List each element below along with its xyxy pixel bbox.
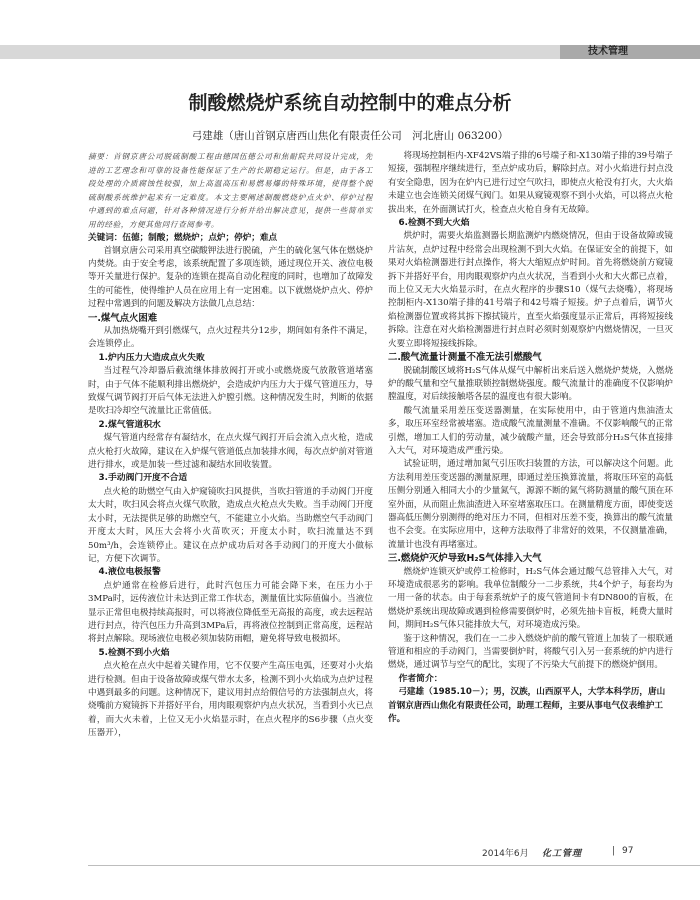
paragraph: 从加热烧嘴开到引燃煤气，点火过程共分12步，期间如有条件不满足，会连锁停止。: [88, 326, 373, 350]
paragraph: 将现场控制柜内-XF42VS端子排的6号端子和-X130端子排的39号端子短接，强制程序继续进行，至点炉成功后，解除封点。对小火焰进行封点没有安全隐患，因为在炉内已进行过空气吹扫，即使点火枪没有打火，大火焰未建立也会连锁关闭煤气阀门。如果从窥镜观察不到小火焰，可以将点火枪拔出来，在外面测试打火，检查点火枪自身有无故障。: [388, 151, 673, 215]
paragraph: 脱硫制酸区域将H₂S气体从煤气中解析出来后送入燃烧炉焚烧，入燃烧炉的酸气量和空气量推联锁控制燃烧强度。酸气流量计的准确度不仅影响炉膛温度，对后续接触塔各层的温度也有很大影响。: [388, 365, 673, 403]
page-number: 97: [622, 846, 634, 856]
keywords-text: 关键词：伍德；制酸；燃烧炉；点炉；停炉；难点: [88, 232, 278, 243]
paragraph: 煤气管道内经常存有凝结水，在点火煤气阀打开后会流入点火枪，造成点火枪打火故障，建议在入炉煤气管道低点加装排水阀，每次点炉前对管道进行排水，或是加装一些过滤和凝结水回收装置。: [88, 433, 373, 471]
author-line: 弓建雄（唐山首钢京唐西山焦化有限责任公司 河北唐山 063200）: [191, 130, 509, 142]
author-bio: 弓建雄（1985.10－）；男，汉族，山西原平人，大学本科学历，唐山首钢京唐西山焦化有限责任公司，助理工程师，主要从事电气仪表维护工作。: [388, 687, 666, 725]
subsection-heading: 1.炉内压力大造成点火失败: [98, 352, 205, 363]
paragraph: 点火枪在点火中起着关键作用，它不仅要产生高压电弧，还要对小火焰进行检测。但由于设备故障或煤气带水太多，检测不到小火焰成为点炉过程中遇到最多的问题。这种情况下，建议用封点给假信号的方法强制点火，将烧嘴前方窥镜拆下并搭好平台，用肉眼观察炉内点火状况，当看到小火已点着，而大火未着，上位又无小火焰显示时，在点火程序的S6步骤（点火变压器开），: [88, 661, 373, 739]
paragraph: 首钢京唐公司采用真空碳酸钾法进行脱硫，产生的硫化氢气体在燃烧炉内焚烧。由于安全考虑，该系统配置了多项连锁，通过现位开关、液位电极等开关量进行保护。复杂的连锁在提高自动化程度的同时，也增加了故障发生的可能性，使得维护人员在应用上有一定困难。以下就燃烧炉点火、停炉过程中常遇到的问题及解决方法做几点总结：: [88, 245, 373, 310]
right-body: [388, 150, 673, 726]
subsection-heading: 4.液位电极报警: [98, 567, 161, 578]
subsection-heading: 作者简介：: [398, 673, 443, 684]
left-body: [88, 245, 373, 741]
section-tag: 技术管理: [560, 45, 700, 59]
right-column: [388, 150, 673, 850]
paragraph: 点炉通常在检修后进行，此时汽包压力可能会降下来，在压力小于3MPa时，远传液位计未达到正常工作状态，测量值比实际值偏小。当液位显示正常但电极持续高报时，可以将液位降低至无高报的高度，或去远程站进行封点，待汽包压力升高到3MPa后，再将液位控制到正常高度，远程站将封点解除。现场液位电极必须加装防雨帽，避免将导致电极损坏。: [88, 580, 373, 645]
section-heading: 三.燃烧炉灭炉导致H₂S气体排入大气: [388, 553, 542, 565]
left-column: [88, 150, 373, 850]
subsection-heading: 6.检测不到大火焰: [398, 218, 470, 229]
subsection-heading: 2.煤气管道积水: [98, 419, 161, 430]
section-heading: 二.酸气流量计测量不准无法引燃酸气: [388, 352, 542, 364]
footer-rule: [88, 865, 700, 866]
subsection-heading: 3.手动阀门开度不合适: [98, 473, 188, 484]
footer-date: 2014年6月: [482, 849, 529, 859]
paragraph: 点火枪的助燃空气由入炉窥镜吹扫风提供，当吹扫管道的手动阀门开度太大时，吹扫风会将点火煤气吹散，造成点火枪点火失败。当手动阀门开度太小时，无法提供足够的助燃空气，不能建立小火焰。当助燃空气手动阀门开度太大时，风压大会将小火苗吹灭；开度太小时，吹扫流量达不到50m³/h，会连锁停止。建议在点炉成功后对各手动阀门的开度大小做标记，方便下次调节。: [88, 486, 373, 564]
paragraph: 试验证明，通过增加氮气引压吹扫装置的方法，可以解决这个问题。此方法利用差压变送器的测量原理，即通过差压换算流量，将取压环室的高低压侧分别通入相同大小的少量氮气，源源不断的氮气将防测量的酸气顶在环室外面，从而阻止焦油渣进入环室堵塞取压口。在测量精度方面，即使变送器高低压侧分别测得的绝对压力不同，但相对压差不变，换算出的酸气流量也不会变。在实际应用中，这种方法取得了非常好的效果，不仅测量准确，流量计也没有再堵塞过。: [388, 459, 673, 550]
paragraph: 酸气流量采用差压变送器测量，在实际使用中，由于管道内焦油渣太多，取压环室经常被堵塞。造成酸气流量测量不准确。不仅影响酸气的正常引燃，增加工人们的劳动量，减少硫酸产量，还会导致部分H₂S气体直接排入大气，对环境造成严重污染。: [388, 405, 673, 456]
paragraph: 鉴于这种情况，我们在一二步入燃烧炉前的酸气管道上加装了一根联通管道和相应的手动阀门，当需要倒炉时，将酸气引入另一套系统的炉内进行燃烧，通过调节与空气的配比，实现了不污染大气前提下的燃烧炉倒用。: [388, 633, 673, 671]
article-title: 制酸燃烧炉系统自动控制中的难点分析: [188, 92, 512, 114]
footer-separator: |: [612, 846, 616, 856]
paragraph: 当过程气冷却器后截流继体排放阀打开或小或燃烧废气放散管道堵塞时，由于气体不能顺利排出燃烧炉，会造成炉内压力大于煤气管道压力，导致煤气调节阀打开后气体无法进入炉膛引燃。这种情况发生时，判断的依据是吹扫冷却空气流量比正常值低。: [88, 366, 373, 417]
subsection-heading: 5.检测不到小火焰: [98, 647, 170, 658]
section-heading: 一.煤气点火困难: [88, 312, 158, 324]
abstract: 摘要：首钢京唐公司脱硫制酸工程由德国伍德公司和焦耐院共同设计完成，先进的工艺理念和可靠的设备性能保证了生产的长期稳定运行。但是，由于各工段处理的介质腐蚀性较强，加上高温高压和易燃易爆的特殊环境，使得整个脱硫制酸系统维护起来有一定难度。本文主要阐述制酸燃烧炉点火炉、停炉过程中遇到的难点问题，针对各种情况进行分析并给出解决意见，提供一些简单实用的经验，方便其他同行查阅参考。: [88, 152, 373, 229]
paragraph: 燃烧炉连锁灭炉或停工检修时，H₂S气体会通过酸气总管排入大气，对环境造成很恶劣的影响。我单位制酸分一二步系统，共4个炉子，每套均为一用一备的状态。由于每套系统炉子的废气管道间卡有DN800的盲板，在燃烧炉系统出现故障或遇到检修需要倒炉时，必须先抽卡盲板，耗费大量时间，期间H₂S气体只能排放大气，对环境造成污染。: [388, 566, 673, 631]
journal-name: 化工管理: [542, 849, 583, 859]
paragraph: 烘炉时，需要火焰监测器长期监测炉内燃烧情况，但由于设备故障或镜片沾灰，点炉过程中经常会出现检测不到大火焰。在保证安全的前提下，如果对火焰检测器进行封点操作，将大大缩短点炉时间。首先将燃烧前方窥镜拆下并搭好平台，用肉眼观察炉内点火状况，当看到小火和大火都已点着，而上位又无大火焰显示时，在点火程序的步骤S10（煤气去烧嘴），将现场控制柜内-X130端子排的41号端子和42号端子短接。炉子点着后，调节火焰检测器位置或将其拆下擦拭镜片，直至火焰强度显示正常后，再将短接线拆除。注意在对火焰检测器进行封点时必须时刻观察炉内燃烧情况，一旦灭火要立即将短接线拆除。: [388, 231, 673, 349]
keywords: [88, 232, 373, 245]
